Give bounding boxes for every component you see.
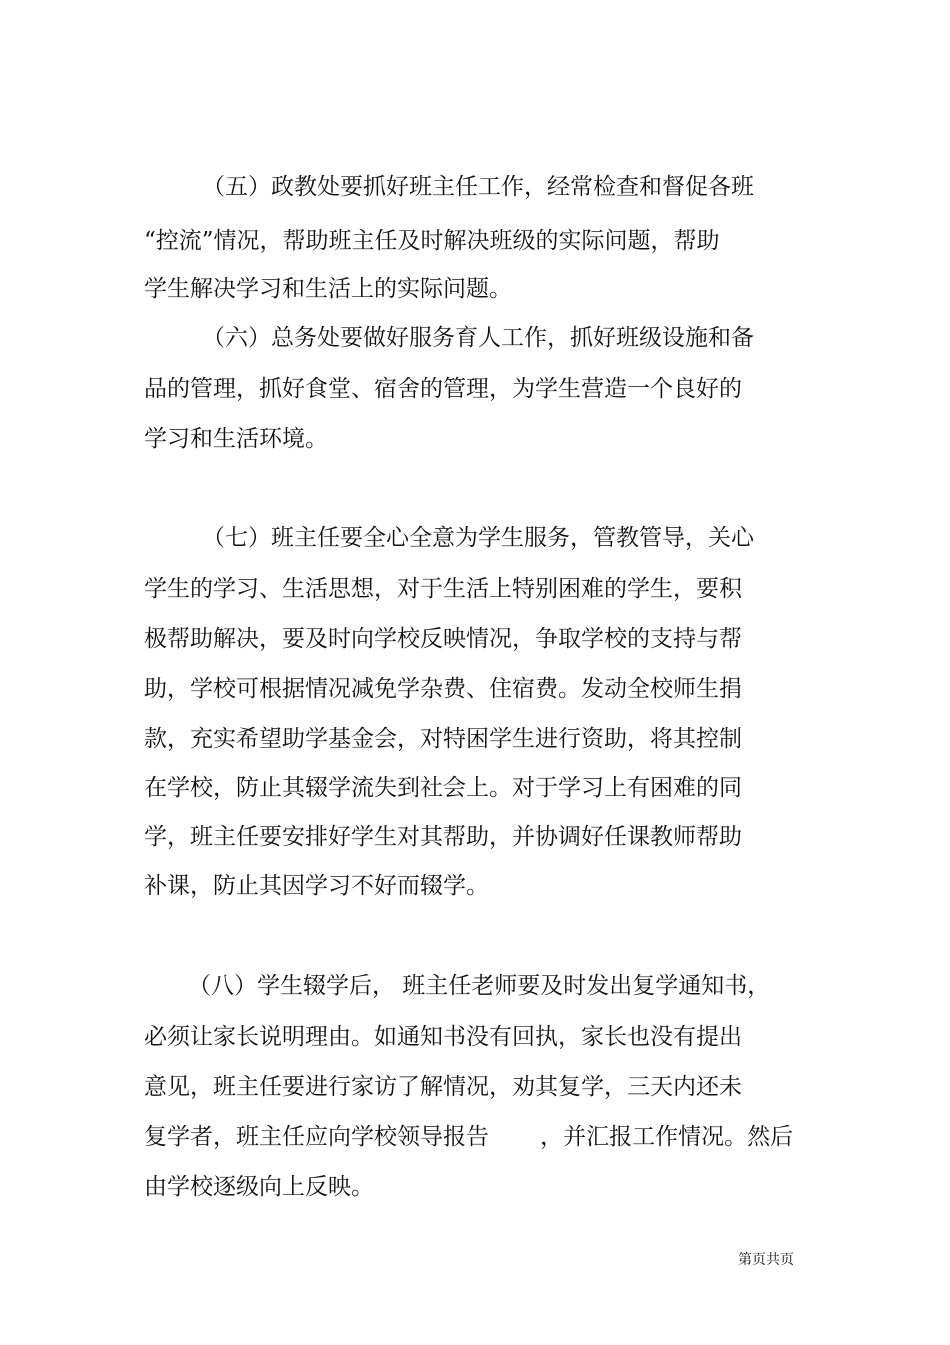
paragraph-line: 学，班主任要安排好学生对其帮助，并协调好任课教师帮助 bbox=[144, 824, 742, 850]
paragraph-line: 必须让家长说明理由。如通知书没有回执，家长也没有提出 bbox=[144, 1024, 742, 1050]
paragraph-line: 意见，班主任要进行家访了解情况，劝其复学，三天内还未 bbox=[144, 1074, 742, 1100]
paragraph-line: 复学者，班主任应向学校领导报告 ，并汇报工作情况。然后 bbox=[144, 1124, 794, 1150]
paragraph-line: （五）政教处要抓好班主任工作，经常检查和督促各班 bbox=[202, 174, 754, 200]
paragraph-line: 学生的学习、生活思想，对于生活上特别困难的学生，要积 bbox=[144, 576, 742, 602]
paragraph-line: 助，学校可根据情况减免学杂费、住宿费。发动全校师生捐 bbox=[144, 676, 742, 702]
paragraph-line: 在学校，防止其辍学流失到社会上。对于学习上有困难的同 bbox=[144, 775, 742, 801]
paragraph-line: “控流”情况，帮助班主任及时解决班级的实际问题，帮助 bbox=[144, 228, 720, 254]
paragraph-line: 品的管理，抓好食堂、宿舍的管理，为学生营造一个良好的 bbox=[144, 376, 742, 402]
paragraph-line: （六）总务处要做好服务育人工作，抓好班级设施和备 bbox=[202, 325, 754, 351]
paragraph-line: 学习和生活环境。 bbox=[144, 426, 328, 452]
paragraph-line: （七）班主任要全心全意为学生服务，管教管导，关心 bbox=[202, 525, 754, 551]
paragraph-line: 补课，防止其因学习不好而辍学。 bbox=[144, 873, 489, 899]
paragraph-line: （八）学生辍学后， 班主任老师要及时发出复学通知书， bbox=[188, 973, 771, 999]
page-footer: 第页共页 bbox=[738, 1252, 794, 1268]
paragraph-line: 极帮助解决，要及时向学校反映情况，争取学校的支持与帮 bbox=[144, 626, 742, 652]
paragraph-line: 由学校逐级向上反映。 bbox=[144, 1174, 374, 1200]
paragraph-line: 款，充实希望助学基金会，对特困学生进行资助，将其控制 bbox=[144, 726, 742, 752]
paragraph-line: 学生解决学习和生活上的实际问题。 bbox=[144, 276, 512, 302]
